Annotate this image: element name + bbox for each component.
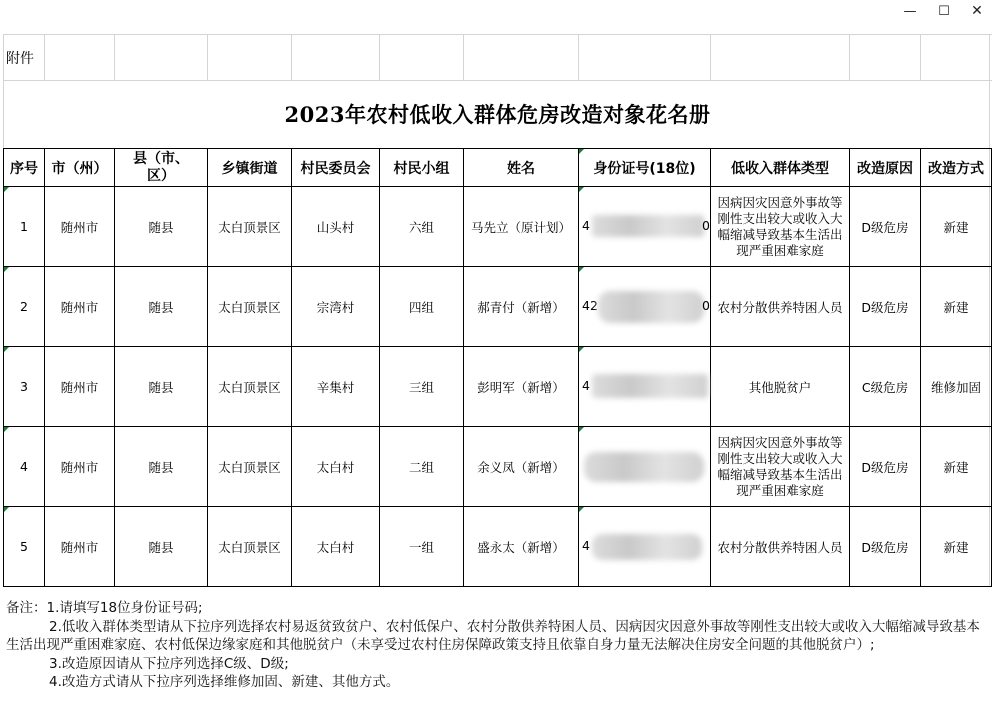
name-cell[interactable]: 余义凤（新增） (477, 459, 565, 475)
method-cell[interactable]: 新建 (943, 459, 969, 475)
group-cell[interactable]: 三组 (408, 379, 434, 395)
town-cell[interactable]: 太白顶景区 (218, 299, 281, 315)
header-cell: 序号 (10, 160, 38, 177)
village-cell[interactable]: 太白村 (316, 459, 355, 475)
header-cell: 乡镇街道 (221, 160, 278, 177)
header-cell: 姓名 (507, 160, 535, 177)
attachment-label: 附件 (6, 50, 34, 67)
header-cell: 改造原因 (857, 160, 913, 177)
county-cell[interactable]: 随县 (148, 539, 174, 555)
id-visible-start: 4 (582, 218, 590, 233)
city-cell[interactable]: 随州市 (60, 219, 99, 235)
reason-cell[interactable]: C级危房 (861, 379, 909, 395)
reason-cell[interactable]: D级危房 (861, 299, 909, 315)
cell-indicator (579, 149, 584, 154)
cell-indicator (4, 507, 9, 512)
low-income-type-cell[interactable]: 因病因灾因意外事故等刚性支出较大或收入大幅缩减导致基本生活出现严重困难家庭 (717, 434, 843, 498)
cell-indicator (579, 427, 584, 432)
reason-cell[interactable]: D级危房 (861, 459, 909, 475)
header-cell: 县（市、区） (133, 150, 189, 184)
method-cell[interactable]: 新建 (943, 299, 969, 315)
row-number[interactable]: 3 (20, 379, 28, 394)
low-income-type-cell[interactable]: 因病因灾因意外事故等刚性支出较大或收入大幅缩减导致基本生活出现严重困难家庭 (717, 194, 843, 258)
id-visible-start: 42 (582, 298, 598, 313)
redaction-blur (584, 452, 704, 482)
cell-indicator (4, 347, 9, 352)
header-cell: 低收入群体类型 (731, 160, 829, 177)
reason-cell[interactable]: D级危房 (861, 219, 909, 235)
maximize-icon[interactable]: ☐ (938, 3, 950, 19)
header-cell: 身份证号(18位) (593, 160, 696, 177)
city-cell[interactable]: 随州市 (60, 539, 99, 555)
village-cell[interactable]: 宗湾村 (316, 299, 355, 315)
town-cell[interactable]: 太白顶景区 (218, 219, 281, 235)
header-cell: 村民小组 (393, 160, 450, 177)
group-cell[interactable]: 一组 (408, 539, 434, 555)
cell-indicator (579, 507, 584, 512)
id-visible-start: 4 (582, 538, 590, 553)
town-cell[interactable]: 太白顶景区 (218, 459, 281, 475)
window-titlebar (0, 0, 994, 22)
page-title: 2023年农村低收入群体危房改造对象花名册 (284, 102, 711, 127)
redaction-blur (592, 215, 704, 237)
town-cell[interactable]: 太白顶景区 (218, 379, 281, 395)
cell-indicator (4, 187, 9, 192)
header-cell: 市（州） (51, 160, 108, 177)
redaction-blur (592, 374, 708, 398)
redaction-blur (598, 291, 704, 323)
minimize-icon[interactable]: — (903, 3, 917, 19)
low-income-type-cell[interactable]: 农村分散供养特困人员 (717, 539, 843, 555)
id-visible-end: 0 (702, 218, 710, 233)
cell-indicator (579, 267, 584, 272)
row-number[interactable]: 1 (20, 219, 28, 234)
row-number[interactable]: 4 (20, 459, 28, 474)
id-visible-start: 4 (582, 378, 590, 393)
method-cell[interactable]: 新建 (943, 219, 969, 235)
city-cell[interactable]: 随州市 (60, 379, 99, 395)
county-cell[interactable]: 随县 (148, 459, 174, 475)
cell-indicator (4, 427, 9, 432)
name-cell[interactable]: 郝青付（新增） (477, 299, 565, 315)
row-number[interactable]: 5 (20, 539, 28, 554)
remarks-section (6, 599, 986, 692)
header-cell: 村民委员会 (300, 160, 371, 177)
remark-line: 3.改造原因请从下拉序列选择C级、D级; (49, 655, 289, 672)
low-income-type-cell[interactable]: 农村分散供养特困人员 (717, 299, 843, 315)
remark-line (6, 618, 986, 655)
header-cell: 改造方式 (928, 160, 984, 177)
county-cell[interactable]: 随县 (148, 219, 174, 235)
name-cell[interactable]: 盛永太（新增） (477, 539, 565, 555)
county-cell[interactable]: 随县 (148, 379, 174, 395)
city-cell[interactable]: 随州市 (60, 459, 99, 475)
redaction-blur (592, 534, 702, 560)
name-cell[interactable]: 马先立（原计划） (470, 219, 571, 235)
group-cell[interactable]: 二组 (408, 459, 434, 475)
id-visible-end: 0 (702, 298, 710, 313)
village-cell[interactable]: 太白村 (316, 539, 355, 555)
close-icon[interactable]: ✕ (971, 3, 983, 19)
cell-indicator (579, 347, 584, 352)
group-cell[interactable]: 六组 (408, 219, 434, 235)
cell-indicator (579, 187, 584, 192)
city-cell[interactable]: 随州市 (60, 299, 99, 315)
county-cell[interactable]: 随县 (148, 299, 174, 315)
name-cell[interactable]: 彭明军（新增） (477, 379, 565, 395)
remark-line: 备注：1.请填写18位身份证号码; (6, 600, 203, 616)
low-income-type-cell[interactable]: 其他脱贫户 (748, 379, 812, 395)
remark-line: 4.改造方式请从下拉序列选择维修加固、新建、其他方式。 (49, 674, 400, 690)
village-cell[interactable]: 山头村 (316, 219, 355, 235)
group-cell[interactable]: 四组 (408, 299, 434, 315)
town-cell[interactable]: 太白顶景区 (218, 539, 281, 555)
method-cell[interactable]: 维修加固 (930, 379, 981, 395)
remark-text: 2.低收入群体类型请从下拉序列选择农村易返贫致贫户、农村低保户、农村分散供养特困人员、因病因灾因意外事故等刚性支出较大或收入大幅缩减导致基本生活出现严重困难家庭、农村低保边缘家庭和其他脱贫户（未享受过农村住房保障政策支持且依靠自身力量无法解决住房安全问题的其他脱贫户）; (6, 618, 980, 653)
village-cell[interactable]: 辛集村 (316, 379, 355, 395)
method-cell[interactable]: 新建 (943, 539, 969, 555)
row-number[interactable]: 2 (20, 299, 28, 314)
reason-cell[interactable]: D级危房 (861, 539, 909, 555)
cell-indicator (4, 267, 9, 272)
